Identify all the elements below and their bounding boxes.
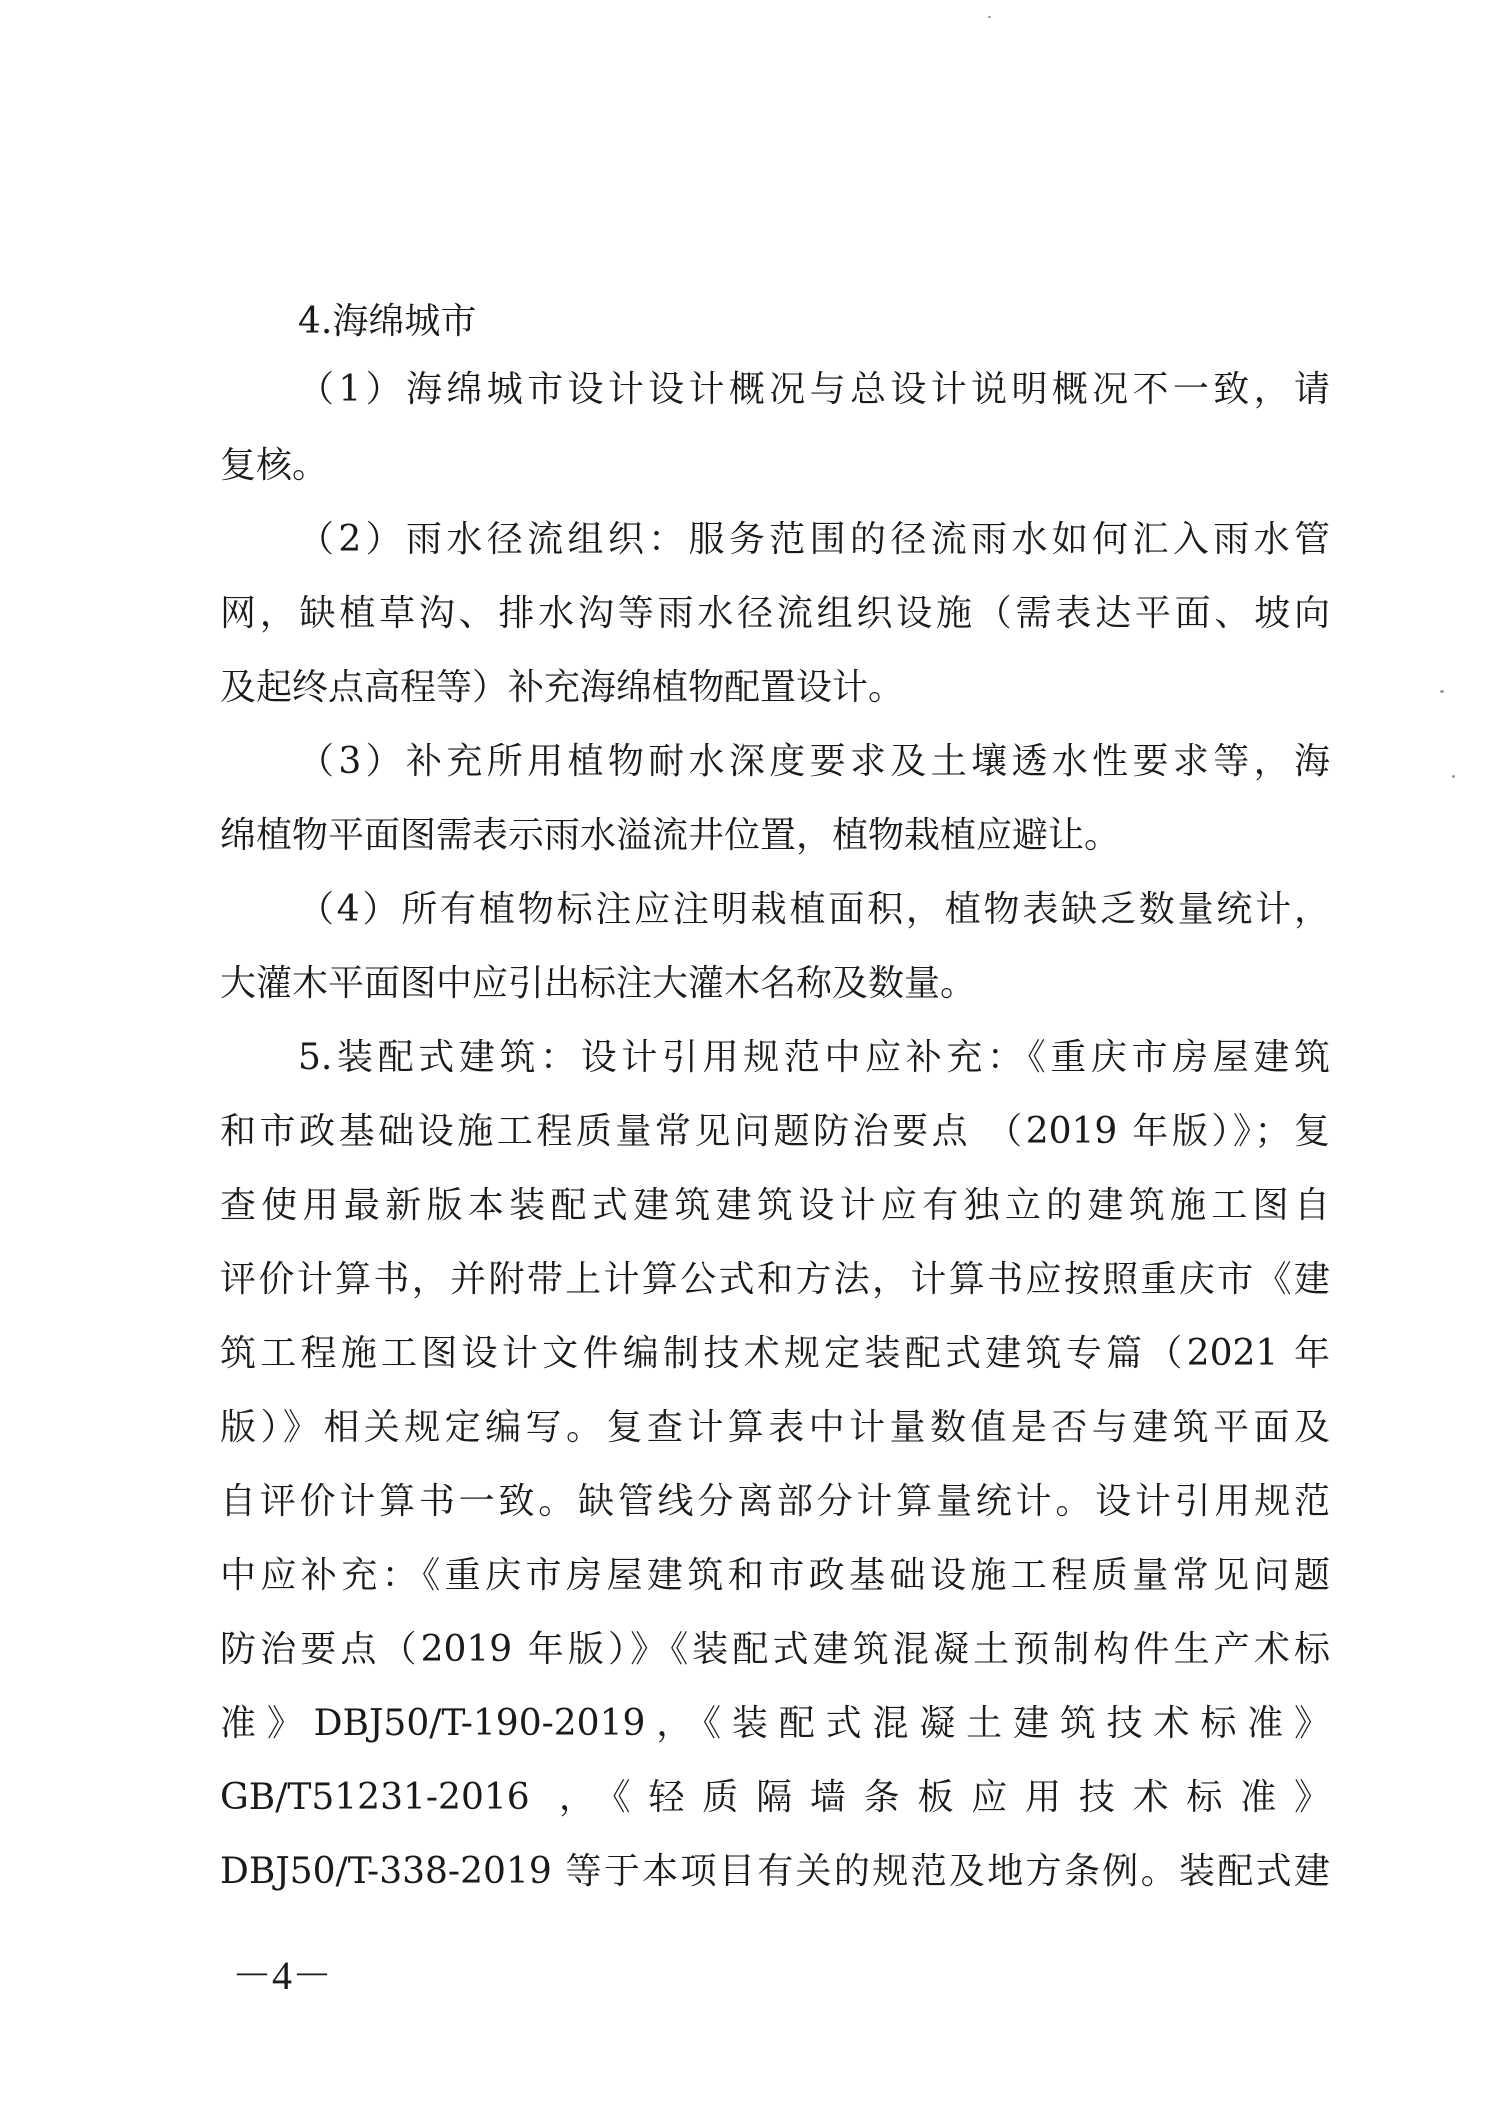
paragraph-line: （3）补充所用植物耐水深度要求及土壤透水性要求等，海: [298, 741, 1330, 782]
scan-speck: [988, 16, 991, 18]
paragraph-line: GB/T51231-2016 ，《轻质隔墙条板应用技术标准》: [220, 1777, 1330, 1818]
scan-speck: [1452, 775, 1455, 778]
paragraph-line: 版）》相关规定编写。复查计算表中计量数值是否与建筑平面及: [220, 1407, 1330, 1448]
paragraph-line: 准》DBJ50/T-190-2019，《装配式混凝土建筑技术标准》: [220, 1703, 1330, 1744]
page-number: －4－: [232, 1953, 332, 1998]
paragraph-line: （4）所有植物标注应注明栽植面积，植物表缺乏数量统计，: [298, 889, 1330, 930]
paragraph-line: 网，缺植草沟、排水沟等雨水径流组织设施（需表达平面、坡向: [220, 593, 1330, 634]
paragraph-line: 防治要点（2019 年版）》《装配式建筑混凝土预制构件生产术标: [220, 1629, 1330, 1670]
section-heading-prefab-building: 5.装配式建筑：设计引用规范中应补充：《重庆市房屋建筑: [298, 1037, 1330, 1078]
paragraph-line: 筑工程施工图设计文件编制技术规定装配式建筑专篇（2021 年: [220, 1333, 1330, 1374]
paragraph-line: DBJ50/T-338-2019 等于本项目有关的规范及地方条例。装配式建: [220, 1851, 1330, 1892]
paragraph-line: 自评价计算书一致。缺管线分离部分计算量统计。设计引用规范: [220, 1481, 1330, 1522]
paragraph-line: 大灌木平面图中应引出标注大灌木名称及数量。: [220, 963, 977, 1004]
paragraph-line: （2）雨水径流组织：服务范围的径流雨水如何汇入雨水管: [298, 519, 1330, 560]
section-heading-sponge-city: 4.海绵城市: [298, 301, 477, 342]
paragraph-line: 查使用最新版本装配式建筑建筑设计应有独立的建筑施工图自: [220, 1185, 1330, 1226]
paragraph-line: 复核。: [220, 445, 329, 486]
paragraph-line: 绵植物平面图需表示雨水溢流井位置，植物栽植应避让。: [220, 815, 1121, 856]
paragraph-line: 及起终点高程等）补充海绵植物配置设计。: [220, 667, 905, 708]
paragraph-line: （1）海绵城市设计设计概况与总设计说明概况不一致，请: [298, 369, 1330, 410]
paragraph-line: 和市政基础设施工程质量常见问题防治要点 （2019 年版）》；复: [220, 1111, 1330, 1152]
paragraph-line: 评价计算书，并附带上计算公式和方法，计算书应按照重庆市《建: [220, 1259, 1330, 1300]
paragraph-line: 中应补充：《重庆市房屋建筑和市政基础设施工程质量常见问题: [220, 1555, 1330, 1596]
scan-speck: [1440, 690, 1444, 693]
